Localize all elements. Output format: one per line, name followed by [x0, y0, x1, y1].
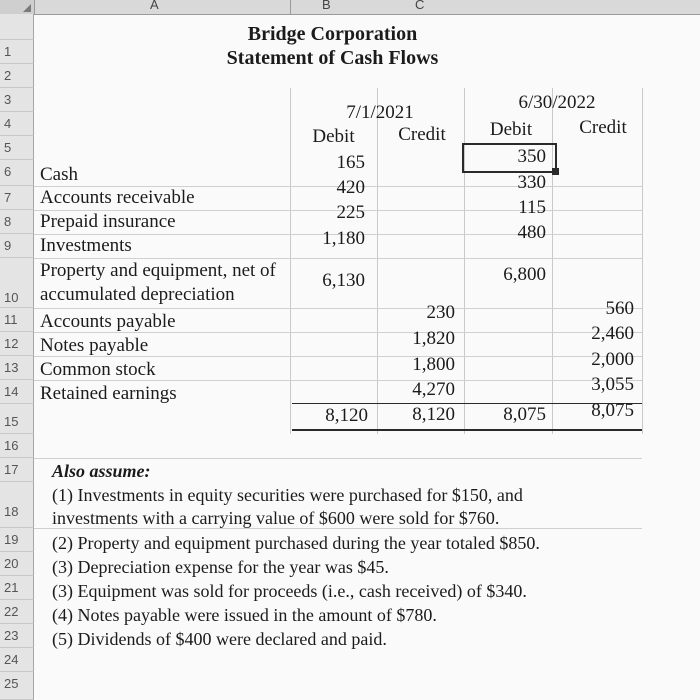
start-debit-prepaid: 225: [336, 202, 365, 223]
column-divider[interactable]: [290, 0, 291, 14]
note-line: (3) Depreciation expense for the year was $45.: [52, 557, 389, 577]
total-start-credit: 8,120: [412, 404, 455, 425]
row-header-16[interactable]: 16: [0, 434, 34, 458]
end-credit-header: Credit: [579, 117, 627, 138]
row-header-8[interactable]: 8: [0, 210, 34, 234]
row-header-2[interactable]: 2: [0, 64, 34, 88]
end-date-header: 6/30/2022: [518, 92, 596, 113]
note-line: (1) Investments in equity securities were purchased for $150, and: [52, 485, 523, 505]
start-credit-stock: 1,800: [412, 354, 455, 375]
row-header-1[interactable]: 1: [0, 40, 34, 64]
start-debit-property: 6,130: [322, 270, 365, 291]
note-line: (3) Equipment was sold for proceeds (i.e., cash received) of $340.: [52, 581, 527, 601]
account-property-line2: accumulated depreciation: [40, 284, 235, 305]
row-header-5[interactable]: 5: [0, 136, 34, 160]
end-debit-header: Debit: [489, 119, 533, 140]
row-header-25[interactable]: 25: [0, 672, 34, 700]
notes-heading: Also assume:: [52, 461, 151, 481]
account-retained-earnings: Retained earnings: [40, 383, 177, 404]
start-debit-header: Debit: [312, 126, 355, 147]
total-start-debit: 8,120: [325, 405, 368, 426]
start-credit-re: 4,270: [412, 379, 455, 400]
end-credit-notes: 2,460: [591, 323, 634, 344]
account-prepaid-insurance: Prepaid insurance: [40, 211, 176, 232]
grid-line: [464, 88, 465, 434]
start-credit-ap: 230: [426, 302, 455, 323]
select-all-corner[interactable]: [0, 0, 35, 14]
account-accounts-payable: Accounts payable: [40, 311, 176, 332]
end-debit-ar: 330: [517, 172, 546, 193]
row-header-24[interactable]: 24: [0, 648, 34, 672]
account-investments: Investments: [40, 235, 132, 256]
total-end-credit: 8,075: [591, 400, 634, 421]
account-accounts-receivable: Accounts receivable: [40, 187, 195, 208]
end-credit-re: 3,055: [591, 374, 634, 395]
note-line: investments with a carrying value of $600 were sold for $760.: [52, 508, 500, 528]
end-debit-property: 6,800: [503, 264, 546, 285]
account-cash: Cash: [40, 164, 78, 185]
row-header-3[interactable]: 3: [0, 88, 34, 112]
row-header-15[interactable]: 15: [0, 404, 34, 434]
start-debit-investments: 1,180: [322, 228, 365, 249]
row-header-20[interactable]: 20: [0, 552, 34, 576]
row-header-4[interactable]: 4: [0, 112, 34, 136]
end-debit-cash: 350: [517, 146, 546, 167]
total-double-rule: [292, 429, 642, 431]
column-header-c[interactable]: C: [415, 0, 425, 12]
grid-line: [34, 258, 642, 259]
column-header-b[interactable]: B: [322, 0, 331, 12]
row-header-7[interactable]: 7: [0, 186, 34, 210]
account-common-stock: Common stock: [40, 359, 156, 380]
report-subtitle: Statement of Cash Flows: [226, 47, 439, 69]
row-header-13[interactable]: 13: [0, 356, 34, 380]
row-header-19[interactable]: 19: [0, 528, 34, 552]
fill-handle[interactable]: [552, 168, 559, 175]
note-line: (4) Notes payable were issued in the amount of $780.: [52, 605, 437, 625]
row-header-6[interactable]: 6: [0, 160, 34, 186]
start-date-header: 7/1/2021: [346, 102, 414, 123]
row-header-11[interactable]: 11: [0, 308, 34, 332]
row-header-top: [0, 14, 34, 40]
report-title: Bridge Corporation: [247, 23, 418, 45]
end-debit-prepaid: 115: [518, 197, 546, 218]
row-header-14[interactable]: 14: [0, 380, 34, 404]
account-notes-payable: Notes payable: [40, 335, 149, 356]
grid-line: [34, 308, 642, 309]
row-header-22[interactable]: 22: [0, 600, 34, 624]
column-header-bar: [0, 0, 700, 15]
start-credit-header: Credit: [398, 124, 446, 145]
grid-line: [642, 88, 643, 434]
row-header-18[interactable]: 18: [0, 482, 34, 528]
row-header-17[interactable]: 17: [0, 458, 34, 482]
note-line: (2) Property and equipment purchased during the year totaled $850.: [52, 533, 540, 553]
end-credit-stock: 2,000: [591, 349, 634, 370]
start-credit-notes: 1,820: [412, 328, 455, 349]
account-property-line1: Property and equipment, net of: [40, 260, 276, 281]
row-header-10[interactable]: 10: [0, 258, 34, 308]
end-debit-investments: 480: [517, 222, 546, 243]
total-end-debit: 8,075: [503, 404, 546, 425]
end-credit-ap: 560: [605, 298, 634, 319]
row-header-12[interactable]: 12: [0, 332, 34, 356]
row-header-9[interactable]: 9: [0, 234, 34, 258]
grid-line: [34, 458, 642, 459]
start-debit-ar: 420: [336, 177, 365, 198]
start-debit-cash: 165: [336, 152, 365, 173]
column-header-a[interactable]: A: [150, 0, 159, 12]
row-header-21[interactable]: 21: [0, 576, 34, 600]
note-line: (5) Dividends of $400 were declared and paid.: [52, 629, 387, 649]
row-header-23[interactable]: 23: [0, 624, 34, 648]
